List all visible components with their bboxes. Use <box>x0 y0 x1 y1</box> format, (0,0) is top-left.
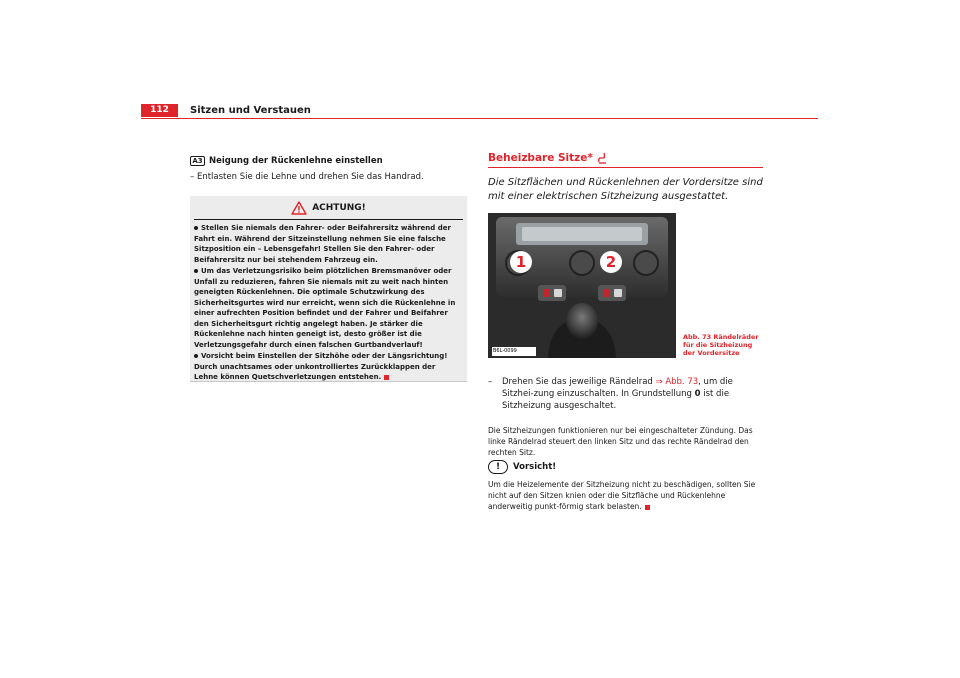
header-rule <box>141 118 818 119</box>
page-number: 112 <box>141 104 178 117</box>
callout-1: 1 <box>510 251 532 273</box>
caution-title: Vorsicht! <box>513 462 557 472</box>
step-title: Neigung der Rückenlehne einstellen <box>209 156 383 166</box>
bullet-icon <box>194 354 198 358</box>
warning-header <box>194 196 463 220</box>
image-code: B6L-0099 <box>493 348 517 354</box>
end-mark-icon <box>384 375 389 380</box>
section-title: Beheizbare Sitze* <box>488 152 608 164</box>
warning-box <box>190 196 467 382</box>
ignition-note: Die Sitzheizungen funktionieren nur bei eingeschalteter Zündung. Das linke Rändelrad steuert den linken Sitz und das rechte Rändelrad den rechten Sitz. <box>488 426 753 457</box>
figure-reference-link[interactable]: ⇒ Abb. 73 <box>655 377 699 387</box>
figure-seat-heating-controls <box>488 213 676 358</box>
bullet-icon <box>194 269 198 273</box>
section-subtitle: Die Sitzflächen und Rückenlehnen der Vordersitze sind mit einer elektrischen Sitzheizung ausgestattet. <box>488 177 763 202</box>
warning-item: Um das Verletzungsrisiko beim plötzlichen Bremsmanöver oder Unfall zu reduzieren, fahren Sie niemals mit zu weit nach hinten geneigten Rückenlehnen. Die optimale Schutzwirkung des Sicherheitsgurtes wird nur erreicht, wenn sich die Rückenlehne in einer aufrechten Position befindet und der Fahrer und Beifahrer den Sicherheitsgurt richtig angelegt haben. Je stärker die Rückenlehne nach hinten geneigt ist, desto größer ist die Verletzungsgefahr durch einen falschen Gurtbandverlauf! <box>194 267 456 349</box>
section-rule <box>488 167 763 168</box>
step-heading <box>190 156 383 166</box>
end-mark-icon <box>645 505 650 510</box>
bullet-icon <box>194 226 198 230</box>
caution-icon: ! <box>488 460 508 474</box>
caution-body: Um die Heizelemente der Sitzheizung nicht zu beschädigen, sollten Sie nicht auf den Sitzen knien oder die Sitzfläche und Rückenlehne anderweitig punkt-förmig stark belasten. <box>488 480 756 511</box>
dashboard-illustration <box>488 213 676 358</box>
step-badge: A3 <box>190 156 205 166</box>
warning-body <box>190 220 467 383</box>
figure-caption: Abb. 73 Rändelräder für die Sitzheizung der Vordersitze <box>683 333 759 357</box>
callout-2: 2 <box>600 251 622 273</box>
warning-triangle-icon <box>291 201 307 215</box>
warning-title: ACHTUNG! <box>312 202 366 213</box>
instruction-seat-heating: – Drehen Sie das jeweilige Rändelrad ⇒ Abb. 73, um die Sitzhei-zung einzuschalten. In Grundstellung 0 ist die Sitzheizung ausgeschaltet. <box>488 377 733 411</box>
warning-item: Stellen Sie niemals den Fahrer- oder Beifahrersitz während der Fahrt ein. Während der Sitzeinstellung nehmen Sie eine falsche Sitzposition ein – Lebensgefahr! Stellen Sie den Fahrer- oder Beifahrersitz nur bei stehendem Fahrzeug ein. <box>194 224 451 264</box>
seat-heating-icon <box>596 152 608 164</box>
warning-item: Vorsicht beim Einstellen der Sitzhöhe oder der Längsrichtung! Durch unachtsames oder unkontrolliertes Zurückklappen der Lehne können Quetschverletzungen entstehen. <box>194 352 448 381</box>
running-title: Sitzen und Verstauen <box>190 105 311 116</box>
instruction-backrest: – Entlasten Sie die Lehne und drehen Sie das Handrad. <box>190 172 424 182</box>
caution-header <box>488 460 556 474</box>
